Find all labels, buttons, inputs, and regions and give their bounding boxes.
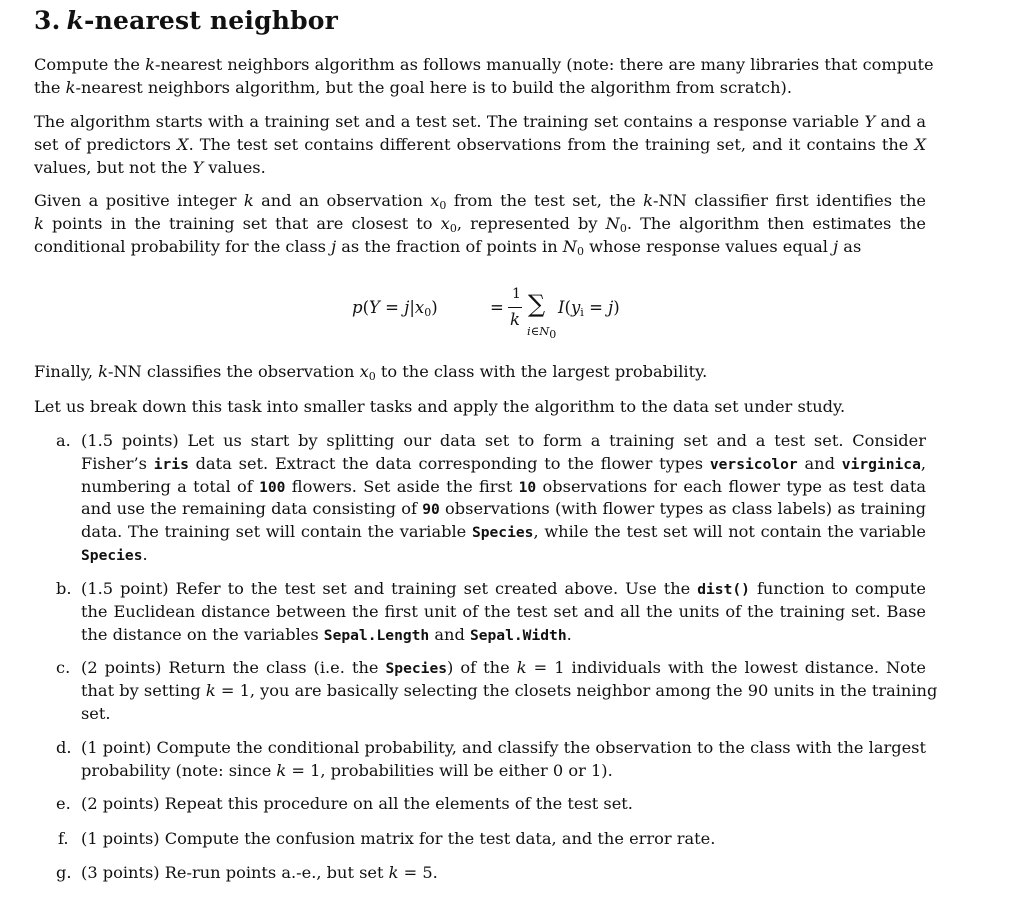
item-a-line-5: data. The training set will contain the variable Species, while the test set will not contain the variable <box>81 522 926 542</box>
heading-title: -nearest neighbor <box>84 6 339 35</box>
given-paragraph <box>34 190 926 258</box>
item-a-line-1: (1.5 points) Let us start by splitting our data set to form a training set and a test set. Consider <box>81 431 926 450</box>
fraction-numerator: 1 <box>512 286 521 302</box>
summation-index: i∈N0 <box>527 324 557 341</box>
algorithm-paragraph <box>34 111 926 179</box>
section-number: 3. <box>34 6 61 35</box>
item-a-body <box>81 430 926 567</box>
item-b-line-1: (1.5 point) Refer to the test set and training set created above. Use the dist() function to compute <box>81 579 926 598</box>
item-f-line-1: (1 points) Compute the confusion matrix for the test data, and the error rate. <box>81 829 716 848</box>
item-c-body <box>81 657 938 725</box>
algorithm-line-2: set of predictors X. The test set contains different observations from the training set, and it contains the X <box>34 134 927 154</box>
item-c-line-2: that by setting k = 1, you are basically selecting the closets neighbor among the 90 units in the training <box>81 680 938 700</box>
intro-line-2: the k-nearest neighbors algorithm, but the goal here is to build the algorithm from scratch). <box>34 77 793 97</box>
item-e-line-1: (2 points) Repeat this procedure on all the elements of the test set. <box>81 794 633 813</box>
item-e-label: e. <box>56 794 71 813</box>
heading-k: k <box>66 6 85 35</box>
knn-probability-equation <box>352 286 652 346</box>
breakdown-paragraph <box>34 396 926 419</box>
given-line-3: conditional probability for the class j as the fraction of points in $N_0$ whose response values equal j as <box>34 236 862 258</box>
item-d-line-1: (1 point) Compute the conditional probability, and classify the observation to the class with the largest <box>81 738 926 757</box>
item-c-line-1: (2 points) Return the class (i.e. the Species) of the k = 1 individuals with the lowest distance. Note <box>81 658 926 677</box>
fraction-denominator: k <box>510 310 520 329</box>
section-heading <box>34 6 338 35</box>
intro-line-1: Compute the k-nearest neighbors algorithm as follows manually (note: there are many libraries that compute <box>34 55 934 74</box>
intro-paragraph <box>34 54 934 100</box>
item-a-line-6: Species. <box>81 544 148 564</box>
given-line-1: Given a positive integer k and an observation $x_0$ from the test set, the k-NN classifier first identifies the <box>34 191 926 212</box>
breakdown-line: Let us break down this task into smaller tasks and apply the algorithm to the data set under study. <box>34 397 846 416</box>
item-d-line-2: probability (note: since k = 1, probabilities will be either 0 or 1). <box>81 760 613 780</box>
item-c-line-3: set. <box>81 703 111 723</box>
item-a-line-3: numbering a total of 100 flowers. Set aside the first 10 observations for each flower type as test data <box>81 476 926 496</box>
finally-line: Finally, k-NN classifies the observation $x_0$ to the class with the largest probability. <box>34 362 708 383</box>
item-g-body <box>81 862 926 885</box>
item-e-body <box>81 793 926 816</box>
equation-equals: = <box>490 298 504 317</box>
item-c-label: c. <box>56 658 71 677</box>
item-a-line-4: and use the remaining data consisting of 90 observations (with flower types as class labels) as training <box>81 499 926 519</box>
item-b-label: b. <box>56 579 72 598</box>
item-g-line-1: (3 points) Re-run points a.-e., but set k = 5. <box>81 863 438 882</box>
item-f-body <box>81 828 926 851</box>
item-a-label: a. <box>56 431 71 450</box>
item-d-body <box>81 737 926 783</box>
algorithm-line-1: The algorithm starts with a training set and a test set. The training set contains a response variable Y and a <box>34 112 926 131</box>
item-d-label: d. <box>56 738 72 757</box>
given-line-2: k points in the training set that are closest to $x_0$, represented by $N_0$. The algorithm then estimates the <box>34 213 926 235</box>
item-b-line-3: the distance on the variables Sepal.Length and Sepal.Width. <box>81 624 572 644</box>
summation-sign: ∑ <box>528 290 546 318</box>
finally-paragraph <box>34 361 926 384</box>
indicator-function: $I(y_i = j)$ <box>558 298 620 319</box>
item-g-label: g. <box>56 863 72 882</box>
item-b-body <box>81 578 926 646</box>
item-a-line-2: Fisher’s iris data set. Extract the data corresponding to the flower types versicolor and virginica, <box>81 453 927 473</box>
equation-lhs: $p(Y = j|x_0)$ <box>352 298 438 319</box>
algorithm-line-3: values, but not the Y values. <box>34 157 266 177</box>
fraction-bar <box>508 307 522 308</box>
item-f-label: f. <box>58 829 69 848</box>
item-b-line-2: the Euclidean distance between the first unit of the test set and all the units of the training set. Base <box>81 601 926 621</box>
